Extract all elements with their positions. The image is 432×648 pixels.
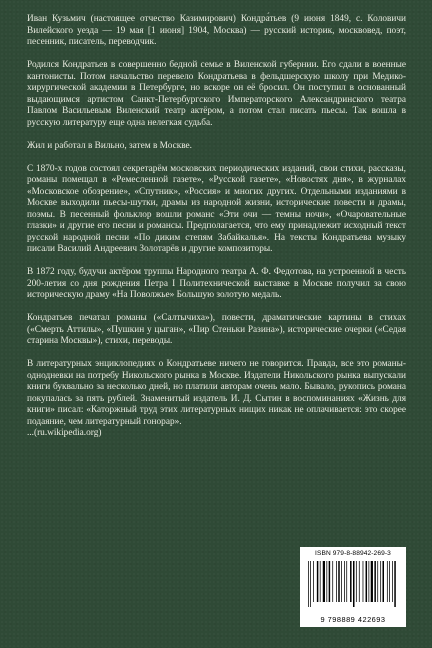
barcode-bar	[313, 561, 314, 602]
barcode-bar	[320, 561, 321, 602]
barcode-bar	[310, 561, 311, 607]
paragraph-works: Кондратьев печатал романы («Салтычиха»), повести, драматические картины в стихах («Смерть Аттилы», «Пушкин у цыган», «Пир Стеньки Разина»), исторические очерки («Седая старина Москвы»), стихи, переводы.	[27, 313, 406, 346]
paragraph-source: ...(ru.wikipedia.org)	[27, 428, 102, 438]
barcode-digits: 9 798889 422693	[320, 615, 386, 624]
barcode-bar	[326, 561, 327, 602]
paragraph-intro: Иван Кузьмич (настоящее отчество Казимирович) Кондра́тьев (9 июня 1849, с. Коловичи Вилейского уезда — 19 мая [1 июня] 1904, Москва) — русский историк, москвовед, поэт, песенник, писатель, переводчик.	[27, 14, 406, 47]
barcode-bar	[383, 561, 385, 602]
barcode-bar	[344, 561, 345, 602]
isbn-label: ISBN 979-8-88942-269-3	[315, 550, 391, 557]
barcode-bar	[336, 561, 337, 602]
paragraph-residence: Жил и работал в Вильно, затем в Москве.	[27, 140, 193, 151]
barcode-bar	[329, 561, 331, 602]
isbn-barcode	[300, 547, 406, 627]
barcode-bar	[377, 561, 378, 602]
barcode-bars	[306, 561, 400, 613]
barcode-bar	[369, 561, 370, 602]
barcode-bar	[387, 561, 388, 602]
barcode-bar	[389, 561, 390, 602]
barcode-bar	[341, 561, 342, 602]
barcode-bar	[356, 561, 357, 602]
barcode-bar	[317, 561, 319, 602]
barcode-bar	[353, 561, 355, 607]
barcode-bar	[350, 561, 352, 602]
paragraph-encyclopedias: В литературных энциклопедиях о Кондратьеве ничего не говорится. Правда, все это романы-однодневки на потребу Никольского рынка в Москве. Издатели Никольского рынка выпускали книги буквально за несколько дней, но платили авторам очень мало. Бывало, рукопись романа покупалась за пять рублей. Знаменитый издатель И. Д. Сытин в воспоминаниях «Жизнь для книги» писал: «Каторжный труд этих литературных нищих никак не оплачивается: это скорее подаяние, чем литературный гонорар».	[27, 359, 406, 427]
barcode-bar	[308, 561, 309, 607]
paragraph-early-life: Родился Кондратьев в совершенно бедной семье в Виленской губернии. Его сдали в военные кантонисты. Потом начальство перевело Кондратьева в фельдшерскую школу при Медико-хирургической академии в Петербурге, но вскоре он её бросил. Он поступил в основанный выдающимся артистом Санкт-Петербургского Императорского Александринского театра Павлом Васильевым Виленский театр актёром, а потом стал писать пьесы. Так вошла в русскую литературу еще одна нелегкая судьба.	[27, 60, 406, 128]
barcode-bar	[392, 561, 393, 602]
barcode-bar	[363, 561, 364, 602]
paragraph-award: В 1872 году, будучи актёром труппы Народного театра А. Ф. Федотова, на устроенной в честь 200-летия со дня рождения Петра I Политехнической выставке в Москве получил за свою историческую драму «На Поволжье» Большую золотую медаль.	[27, 267, 406, 300]
barcode-bar	[371, 561, 373, 602]
barcode-bar	[346, 561, 347, 602]
barcode-bar	[366, 561, 368, 602]
back-cover-text	[27, 14, 406, 451]
barcode-bar	[380, 561, 381, 602]
paragraph-career: С 1870-х годов состоял секретарём московских периодических изданий, свои стихи, рассказы, романы помещал в «Ремесленной газете», «Русской газете», «Новостях дня», в журналах «Московское обозрение», «Спутник», «Россия» и многих других. Отдельными изданиями в Москве выходили пьесы-шутки, драмы из народной жизни, исторические повести и драмы, поэмы. В песенный фольклор вошли романс «Эти очи — темны ночи», «Очаровательные глазки» и другие его песни и романсы. Предполагается, что ему принадлежит исходный текст русской народной песни «По диким степям Забайкалья». На тексты Кондратьева музыку писали Василий Андреевич Золотарёв и другие композиторы.	[27, 163, 406, 254]
barcode-bar	[323, 561, 325, 602]
barcode-bar	[332, 561, 333, 602]
barcode-bar	[374, 561, 376, 602]
barcode-bar	[359, 561, 360, 602]
barcode-bar	[394, 561, 396, 607]
barcode-bar	[338, 561, 340, 602]
